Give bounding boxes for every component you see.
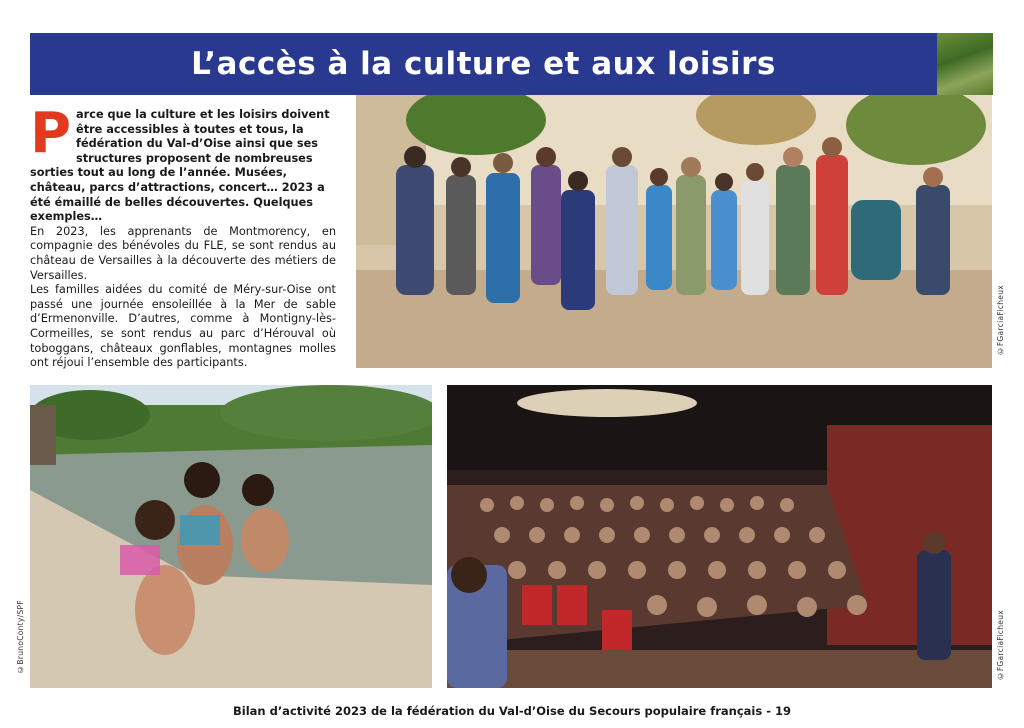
photo-credit-group: ©FGarciaFicheux: [996, 285, 1005, 356]
intro-text: arce que la culture et les loisirs doivent être accessibles à toutes et tous, la fédération du Val-d’Oise ainsi que ses structures proposent de nombreuses sorties tout au long de l’année. Musées, château, parcs d’attractions, concert… 2023 a été émaillé de belles découvertes. Quelques exemples…: [30, 108, 330, 224]
beach-photo: [30, 385, 432, 688]
page-title: L’accès à la culture et aux loisirs: [191, 46, 776, 82]
paragraph-versailles: En 2023, les apprenants de Montmorency, en compagnie des bénévoles du FLE, se sont rendus au château de Versailles à la découverte des métiers de Versailles.: [30, 224, 336, 282]
audience-photo: [447, 385, 992, 688]
paragraph-families: Les familles aidées du comité de Méry-sur-Oise ont passé une journée ensoleillée à la Mer de sable d’Ermenonville. D’autres, comme à Montigny-lès-Cormeilles, se sont rendus au parc d’Hérouval où toboggans, châteaux gonflables, montagnes molles ont réjoui l’ensemble des participants.: [30, 283, 336, 370]
page-footer: Bilan d’activité 2023 de la fédération du Val-d’Oise du Secours populaire français - 19: [232, 704, 791, 718]
article-text: [30, 101, 336, 371]
photo-credit-beach: ©BrunoConty/SPF: [16, 600, 25, 674]
intro-paragraph: [30, 101, 336, 225]
title-banner: [30, 33, 937, 95]
photo-credit-audience: ©FGarciaFicheux: [996, 610, 1005, 681]
group-photo: [356, 95, 992, 368]
palm-photo-strip: [937, 33, 993, 95]
drop-cap: P: [30, 101, 72, 166]
